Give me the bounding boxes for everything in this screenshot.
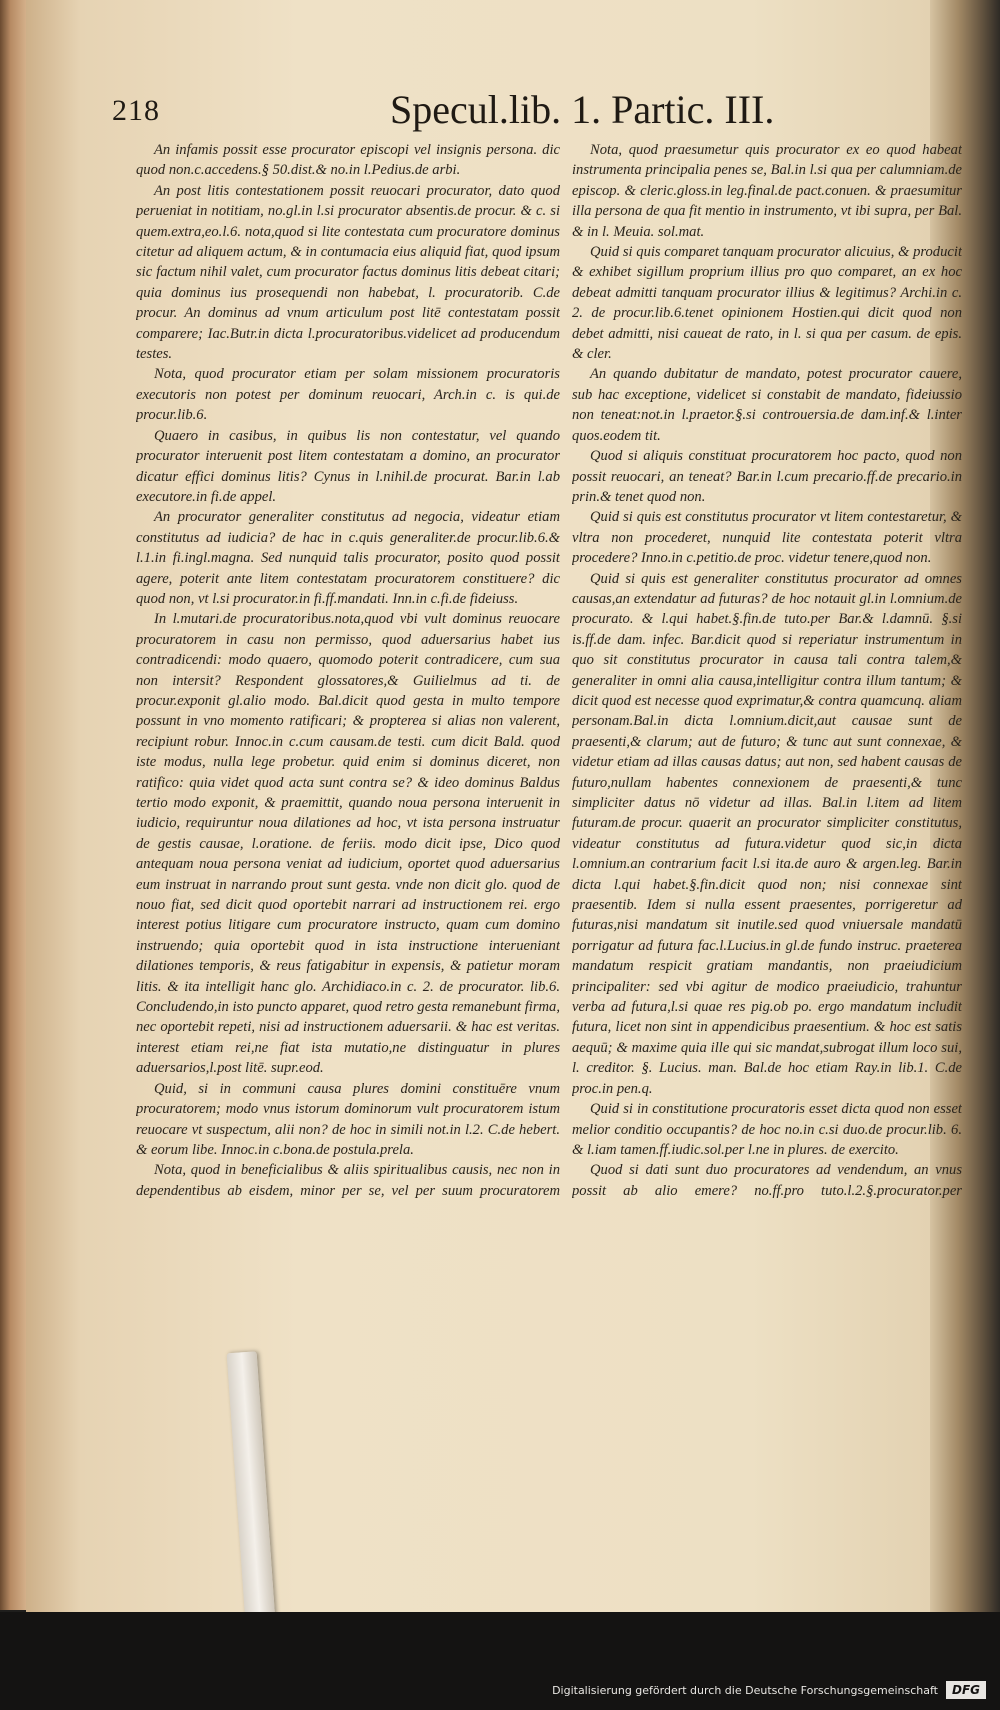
- paragraph: Quid si quis est generaliter constitutus procurator ad omnes causas,an extendatur ad futuras? de hoc notauit gl.in l.omnium.de procurato. & l.qui habet.§.fin.de tuto.per Bar.& l.damnū. §.si is.ff.de dam. infec. Bar.dicit quod si reperiatur instrumentum in quo sit constitutus procurator in causa tali contra talem,& generaliter in omni alia causa,intelligitur contra illum tantum; & dicit quod est necesse quod exprimatur,& contra quamcunq. aliam personam.Bal.in dicta l.omnium.dicit,aut causae sunt de praesenti,& clarum; aut de futuro; & tunc aut sunt connexae, & videtur etiam ad illas causas datus; aut non, sed habent causas de futuro,nullam habentes connexionem de praesenti,& tunc simpliciter datus nō videtur ad illas. Bal.in l.item ad litem futuram.de procur. quaerit an procurator simpliciter constitutus, videatur constitutus ad futura.videtur quod sic,in dicta l.omnium.an contrarium facit l.si ita.de auro & argen.leg. Bar.in dicta l.qui habet.§.fin.dicit quod non; nisi connexae sint praesentib. Idem si nulla essent praesentes, porrigeretur ad futuras,nisi mandatum sit inutile.sed quod vniuersale mandatū porrigatur ad futura fac.l.Lucius.in gl.de fundo instruc. praeterea mandatum respicit gratiam mandantis, non praeiudicium principaliter: sed vbi agitur de modico praeiudicio, trahuntur verba ad futura,l.si quae res pig.ob po. ergo mandatum includit futura, licet non sint in appendicibus praesentium. & hoc est satis aequū; & maxime quia ille qui sic mandat,subrogat illum loco sui, l. creditor. §. Lucius. man. Bal.de hoc etiam Ray.in lib.1. C.de proc.in pen.q.: [572, 570, 962, 1097]
- paragraph: Nota, quod in beneficialibus & aliis spiritualibus causis, nec non in dependentibus ab eisdem, minor per se, vel per suum procuratorem: [136, 1162, 560, 1199]
- paragraph: An infamis possit esse procurator episcopi vel insignis persona. dic quod non.c.accedens.§ 50.dist.& no.in l.Pedius.de arbi.: [136, 142, 560, 179]
- page-header: [112, 86, 775, 142]
- funding-credit: Digitalisierung gefördert durch die Deutsche Forschungsgemeinschaft: [552, 1684, 938, 1697]
- page-stack-edge: [0, 0, 26, 1610]
- paragraph: An quando dubitatur de mandato, potest procurator cauere, sub hac exceptione, videlicet si constabit de mandato, fideiussio non teneat:not.in l.praetor.§.si controuersia.de dam.inf.& l.inter quos.eodem tit.: [572, 366, 962, 444]
- running-title: Specul.lib. 1. Partic. III.: [390, 87, 775, 132]
- paragraph: Quid, si in communi causa plures domini constituēre vnum procuratorem; modo vnus istorum dominorum vult procuratorem istum reuocare vt suspectum, alii non? de hoc in simili not.in l.2. C.de hebert. & eorum libe. Innoc.in c.bona.de postula.prela.: [136, 1080, 560, 1158]
- paragraph: Nota, quod procurator etiam per solam missionem procuratoris executoris non potest per dominum reuocari, Arch.in c. is qui.de procur.lib.6.: [136, 366, 560, 424]
- paragraph: Quid si quis comparet tanquam procurator alicuius, & producit & exhibet sigillum proprium illius pro quo comparet, an ex hoc debeat admitti tanquam procurator illius & legitimus? Archi.in c. 2. de procur.lib.6.tenet opinionem Hostien.qui dicit quod non debet admitti, nisi caueat de rato, in l. si qua per casum. de epis. & cler.: [572, 244, 962, 363]
- paragraph: In l.mutari.de procuratoribus.nota,quod vbi vult dominus reuocare procuratorem in casu non permisso, quod aduersarius habet ius contradicendi: modo quaero, quomodo poterit contradicere, cum sua non intersit? Respondent glossatores,& Guilielmus ad ti. de procur.exponit gl.alio modo. Bal.dicit quod gesta in multo tempore possunt in vno momento ratificari; & propterea si alias non valerent, recipiunt robur. Innoc.in c.cum causam.de testi. cum dicit Bald. quod iste modus, nulla lege probetur. quid enim si dominus diceret, non ratifico: quia videt quod acta sunt contra se? & ideo dominus Baldus tertio modo exponit, & praemittit, quando noua persona interuenit in iudicio, requiruntur noua dilationes ad hoc, vt ista persona instruatur de gestis causae, l.oratione. de feriis. modo dicit ipse, Dico quod antequam noua persona veniat ad iudicium, oportet quod aduersarius eum instruat in narrando prout sunt gesta. vnde non dicit glo. quod de nouo fiat, sed dicit quod oportebit narrari ad instructionem rei. ergo interest potius litigare cum procuratore instructo, quam cum domino instruendo; quia oportebit quod in ista instructione interueniant dilationes temporis, & reus fatigabitur in expensis, & patietur moram litis. & ita intelligit hanc glo. Archidiaco.in c. 2. de procurator. lib.6. Concludendo,in isto puncto apparet, quod retro gesta remanebunt firma, nec oportebit repeti, nisi ad instructionem aduersarii. & hac est veritas. interest etiam rei,ne fiat ista mutatio,ne distinguatur in plures aduersarios,l.post litē. supr.eod.: [136, 611, 560, 1077]
- paragraph: Nota, quod praesumetur quis procurator ex eo quod habeat instrumenta principalia penes se, Bal.in l.si qua per calumniam.de episcop. & cleric.gloss.in leg.final.de pact.conuen. & praesumitur illa persona de qua fit mentio in instrumento, vt ibi supra, per Bal. & in l. Meuia. sol.mat.: [572, 142, 962, 240]
- paragraph: An procurator generaliter constitutus ad negocia, videatur etiam constitutus ad iudicia? de hac in c.quis generaliter.de procur.lib.6.& l.1.in fi.ingl.magna. Sed nunquid talis procurator, posito quod possit agere, poterit ante litem contestatam procuratorem constituere? dic quod non, vt l.si procurator.in fi.ff.mandati. Inn.in c.fi.de fideiuss.: [136, 509, 560, 607]
- right-text-column: [572, 140, 962, 1200]
- dfg-logo-icon: DFG: [946, 1681, 986, 1699]
- left-text-column: [136, 140, 560, 1200]
- paragraph: Quid si quis est constitutus procurator vt litem contestaretur, & vltra non procederet, nunquid lite contestata poterit vltra procedere? Inno.in c.petitio.de proc. videtur tenere,quod non.: [572, 509, 962, 567]
- paragraph: Quaero in casibus, in quibus lis non contestatur, vel quando procurator interuenit post litem contestatam a domino, an procurator dicatur effici dominus litis? Cynus in l.nihil.de procurat. Bar.in l.ab executore.in fi.de appel.: [136, 427, 560, 505]
- page-number: 218: [112, 94, 160, 127]
- paragraph: Quod si dati sunt duo procuratores ad vendendum, an vnus possit ab alio emere? no.ff.pro tuto.l.2.§.procurator.per: [572, 1162, 962, 1199]
- paragraph: An post litis contestationem possit reuocari procurator, dato quod perueniat in notitiam, no.gl.in l.si procurator absentis.de procur. & c. si quem.extra,eo.l.6. nota,quod si lite contestata cum procuratore dominus citetur ad aliquem actum, & in contumacia eius aliquid fiat, quod ipsum sic factum nihil valet, cum procurator factus dominus litis debeat citari; quia dominus ius prosequendi non habebat, l. procuratorib. C.de procur. An dominus ad vnum articulum post litē contestatam possit comparere; Iac.Butr.in dicta l.procuratoribus.videlicet ad producendum testes.: [136, 182, 560, 363]
- footer-bar: [0, 1612, 1000, 1710]
- paragraph: Quid si in constitutione procuratoris esset dicta quod non esset melior conditio occupantis? de hoc no.in c.si duo.de procur.lib. 6. & l.iam tamen.ff.iudic.sol.per l.ne in plures. de exercito.: [572, 1101, 962, 1158]
- paragraph: Quod si aliquis constituat procuratorem hoc pacto, quod non possit reuocari, an teneat? Bar.in l.cum precario.ff.de precario.in prin.& tenet quod non.: [572, 448, 962, 505]
